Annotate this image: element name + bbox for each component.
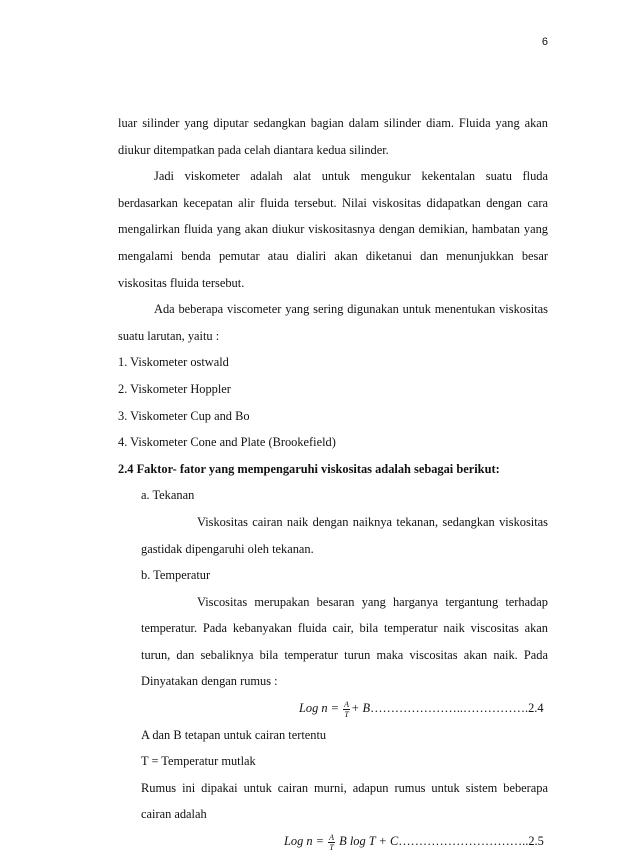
subsection-title-temperature: b. Temperatur [141,568,211,583]
equation-fraction: $\frac{A}{T}$ [329,832,335,852]
paragraph-viscometer-types: Ada beberapa viscometer yang sering digunakan untuk menentukan viskositas suatu larutan, yaitu : [118,302,548,343]
equation-rhs: + B [351,701,371,716]
list-item: 3. Viskometer Cup and Bo [118,408,250,423]
equation-lhs: Log n = [299,701,340,716]
list-item: 2. Viskometer Hoppler [118,381,231,396]
equation-number: 2.4 [528,701,544,716]
equation-rhs: B log T + C [339,834,399,849]
equation-2-5 [118,828,548,855]
equation-lhs: Log n = [284,834,325,849]
definition-a-b: A dan B tetapan untuk cairan tertentu [141,727,327,742]
paragraph-pressure: Viskositas cairan naik dengan naiknya tekanan, sedangkan viskositas gastidak dipengaruhi oleh tekanan. [141,514,548,556]
document-body [118,110,548,855]
paragraph-viscometer-definition: Jadi viskometer adalah alat untuk mengukur kekentalan suatu fluda berdasarkan kecepatan alir fluida tersebut. Nilai viskositas didapatkan dengan cara mengalirkan fluida yang akan diukur viskositasnya dengan demikian, hambatan yang mengalami benda pemutar atau dialiri akan diketanui dan menunjukkan besar viskositas fluida tersebut. [118,169,548,290]
subsection-title-pressure: a. Tekanan [141,488,195,503]
equation-fraction: $\frac{A}{T}$ [344,699,350,719]
paragraph-temperature: Viscositas merupakan besaran yang harganya tergantung terhadap temperatur. Pada kebanyakan fluida cair, bila temperatur naik viscositas akan turun, dan sebaliknya bila temperatur turun maka viscositas akan naik. Pada Dinyatakan dengan rumus : [141,594,548,689]
paragraph-mixture-formula: Rumus ini dipakai untuk cairan murni, adapun rumus untuk sistem beberapa cairan adalah [141,780,548,822]
equation-2-4 [118,695,548,722]
paragraph-cylinder: luar silinder yang diputar sedangkan bagian dalam silinder diam. Fluida yang akan diukur ditempatkan pada celah diantara kedua silinder. [118,116,548,157]
equation-number: 2.5 [528,834,544,849]
list-item: 4. Viskometer Cone and Plate (Brookefield) [118,435,336,450]
equation-leader-dots: …………………..……………. [370,701,529,716]
section-heading: 2.4 Faktor- fator yang mempengaruhi viskositas adalah sebagai berikut: [118,461,500,476]
list-item: 1. Viskometer ostwald [118,355,229,370]
page-number: 6 [541,36,548,48]
equation-leader-dots: ………………………….. [398,834,529,849]
definition-t: T = Temperatur mutlak [141,754,256,769]
